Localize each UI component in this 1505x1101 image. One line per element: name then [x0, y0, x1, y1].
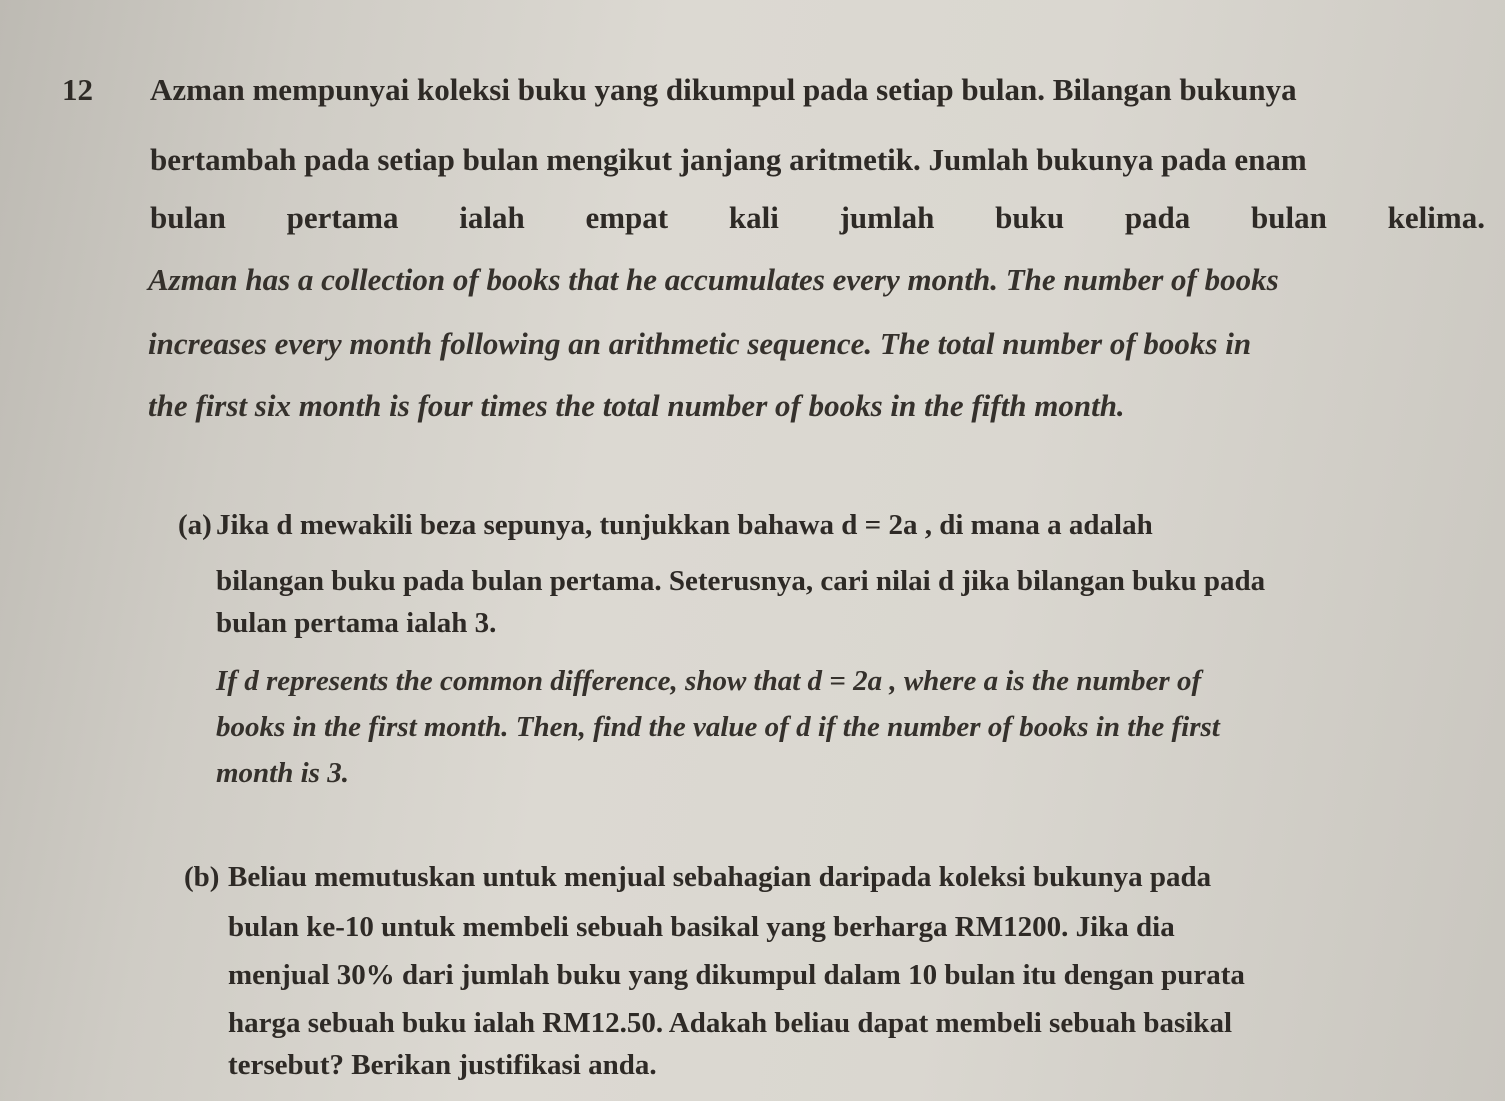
word: empat — [585, 200, 669, 235]
question-english-line-1: Azman has a collection of books that he accumulates every month. The number of books — [148, 262, 1279, 297]
word: bulan — [1251, 200, 1327, 235]
part-b-malay-line-1: Beliau memutuskan untuk menjual sebahagian daripada koleksi bukunya pada — [228, 861, 1212, 893]
question-english-line-3: the first six month is four times the total number of books in the fifth month. — [148, 388, 1125, 423]
question-malay-line-1: Azman mempunyai koleksi buku yang dikumpul pada setiap bulan. Bilangan bukunya — [150, 72, 1297, 107]
word: buku — [995, 200, 1065, 235]
part-b-malay-line-3: menjual 30% dari jumlah buku yang dikumpul dalam 10 bulan itu dengan purata — [228, 959, 1245, 991]
part-a-malay-line-3: bulan pertama ialah 3. — [216, 607, 497, 639]
part-a-malay-line-1: Jika d mewakili beza sepunya, tunjukkan bahawa d = 2a , di mana a adalah — [216, 509, 1153, 541]
part-b-malay-line-5: tersebut? Berikan justifikasi anda. — [228, 1049, 657, 1081]
word: kali — [728, 200, 779, 235]
word: jumlah — [839, 200, 935, 235]
part-a-english-line-1: If d represents the common difference, show that d = 2a , where a is the number of — [216, 665, 1202, 697]
word: ialah — [459, 200, 525, 235]
word: pada — [1124, 200, 1191, 235]
question-malay-line-3 — [150, 200, 1485, 236]
part-b-malay-line-4: harga sebuah buku ialah RM12.50. Adakah beliau dapat membeli sebuah basikal — [228, 1007, 1232, 1039]
word: pertama — [286, 200, 399, 235]
part-a-english-line-2: books in the first month. Then, find the value of d if the number of books in the first — [216, 711, 1220, 743]
part-a-label: (a) — [178, 509, 212, 541]
word: bulan — [150, 200, 226, 235]
part-b-malay-line-2: bulan ke-10 untuk membeli sebuah basikal yang berharga RM1200. Jika dia — [228, 911, 1175, 943]
word: kelima. — [1387, 200, 1485, 235]
question-number: 12 — [62, 72, 93, 107]
question-english-line-2: increases every month following an arithmetic sequence. The total number of books in — [148, 326, 1252, 361]
part-b-label: (b) — [184, 861, 220, 893]
part-a-english-line-3: month is 3. — [216, 757, 349, 789]
question-malay-line-2: bertambah pada setiap bulan mengikut janjang aritmetik. Jumlah bukunya pada enam — [150, 142, 1307, 177]
part-a-malay-line-2: bilangan buku pada bulan pertama. Seterusnya, cari nilai d jika bilangan buku pada — [216, 565, 1266, 597]
